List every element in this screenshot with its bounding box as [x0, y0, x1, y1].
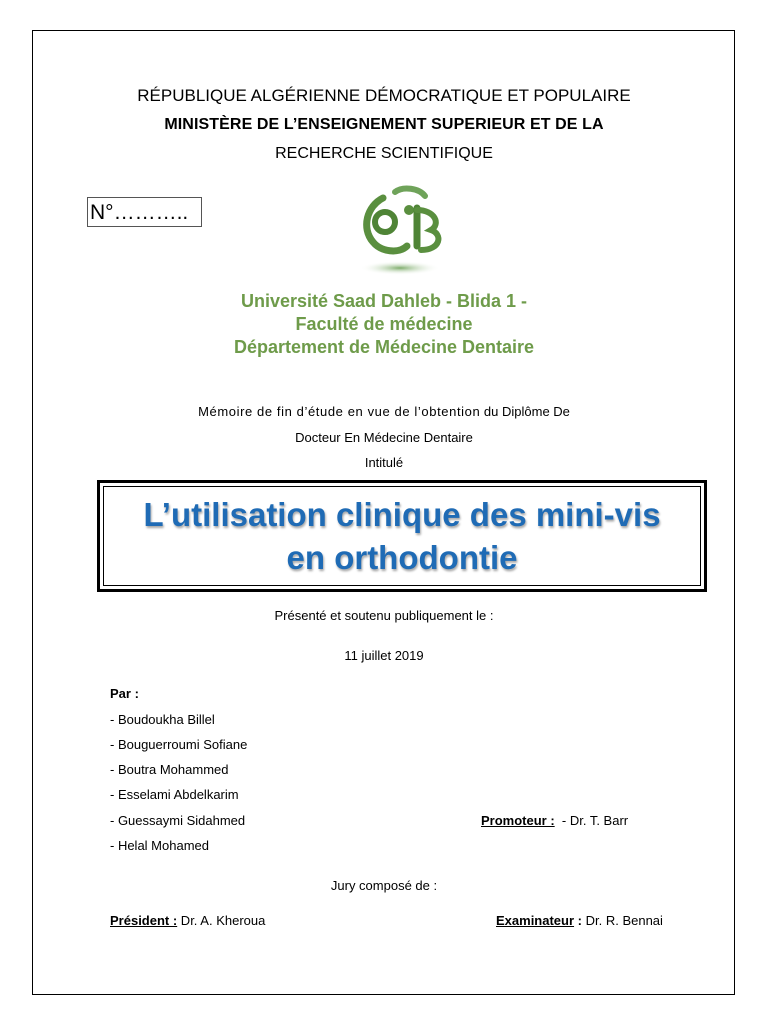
author-item: - Boudoukha Billel: [110, 712, 215, 727]
president-name: Dr. A. Kheroua: [177, 913, 266, 928]
author-item: - Helal Mohamed: [110, 838, 209, 853]
memoire-diploma: du Diplôme De: [480, 404, 570, 419]
diploma-title: Docteur En Médecine Dentaire: [295, 430, 473, 445]
examinateur-separator: :: [574, 913, 586, 928]
intitule-label: Intitulé: [364, 455, 404, 470]
promoteur-name: - Dr. T. Barr: [554, 813, 629, 828]
republic-heading: RÉPUBLIQUE ALGÉRIENNE DÉMOCRATIQUE ET POPULAIRE: [137, 86, 631, 105]
thesis-title: [143, 493, 660, 579]
president-line: [110, 913, 265, 928]
thesis-title-line-1: L’utilisation clinique des mini-vis: [143, 496, 661, 533]
promoteur-label: Promoteur :: [481, 813, 555, 828]
memoire-purpose: Mémoire de fin d’étude en vue de l’obtention: [198, 404, 481, 419]
examinateur-label: Examinateur: [496, 913, 575, 928]
author-item: - Bouguerroumi Sofiane: [110, 737, 248, 752]
number-field: N°………..: [87, 197, 202, 227]
jury-heading: Jury composé de :: [330, 878, 438, 893]
author-item: - Esselami Abdelkarim: [110, 787, 239, 802]
president-label: Président :: [110, 913, 178, 928]
defense-date: 11 juillet 2019: [344, 648, 424, 663]
ministry-heading: MINISTÈRE DE L’ENSEIGNEMENT SUPERIEUR ET DE LA: [164, 116, 604, 133]
university-logo: [355, 180, 455, 280]
author-item: - Guessaymi Sidahmed: [110, 813, 246, 828]
faculty-name: Faculté de médecine: [295, 314, 473, 334]
thesis-title-box: [97, 480, 707, 592]
presented-label: Présenté et soutenu publiquement le :: [274, 608, 494, 623]
department-name: Département de Médecine Dentaire: [233, 337, 535, 357]
examinateur-line: [496, 913, 663, 928]
promoteur-line: [481, 813, 628, 828]
university-name: Université Saad Dahleb - Blida 1 -: [240, 291, 528, 311]
examinateur-name: Dr. R. Bennai: [585, 913, 663, 928]
author-item: - Boutra Mohammed: [110, 762, 229, 777]
thesis-title-line-2: en orthodontie: [286, 539, 518, 576]
thesis-title-inner: [103, 486, 701, 586]
research-heading: RECHERCHE SCIENTIFIQUE: [275, 145, 493, 162]
authors-label: Par :: [110, 686, 139, 701]
memoire-line: [0, 404, 768, 419]
